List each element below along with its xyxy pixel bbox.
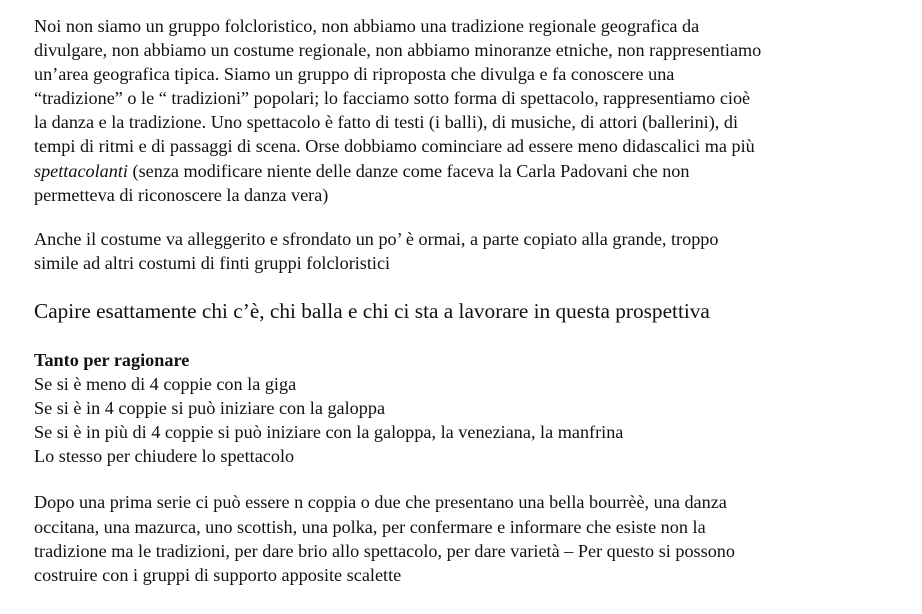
intro-line-5: la danza e la tradizione. Uno spettacolo è fatto di testi (i balli), di musiche, di attori (ballerini), di <box>34 112 739 133</box>
costume-paragraph <box>34 227 904 275</box>
closing-line-2: occitana, una mazurca, uno scottish, una polka, per confermare e informare che esiste non la <box>34 516 706 537</box>
document-page <box>34 14 904 587</box>
intro-line-1: Noi non siamo un gruppo folcloristico, non abbiamo una tradizione regionale geografica da <box>34 16 700 36</box>
intro-italic-word: spettacolanti <box>34 160 128 181</box>
costume-line-2: simile ad altri costumi di finti gruppi folcloristici <box>34 252 391 273</box>
reasoning-title: Tanto per ragionare <box>34 349 190 370</box>
section-heading <box>34 297 904 325</box>
closing-line-3: tradizione ma le tradizioni, per dare brio allo spettacolo, per dare varietà – Per questo si possono <box>34 540 735 561</box>
closing-line-4: costruire con i gruppi di supporto apposite scalette <box>34 564 402 585</box>
reasoning-line-2: Se si è in 4 coppie si può iniziare con la galoppa <box>34 398 386 419</box>
closing-line-1: Dopo una prima serie ci può essere n coppia o due che presentano una bella bourrèè, una danza <box>34 492 727 513</box>
intro-paragraph <box>34 14 904 207</box>
intro-line-4: “tradizione” o le “ tradizioni” popolari; lo facciamo sotto forma di spettacolo, rappresentiamo cioè <box>34 88 751 109</box>
intro-line-7 <box>34 159 904 183</box>
intro-line-2: divulgare, non abbiamo un costume regionale, non abbiamo minoranze etniche, non rappresentiamo <box>34 40 762 61</box>
heading-text: Capire esattamente chi c’è, chi balla e chi ci sta a lavorare in questa prospettiva <box>34 298 710 323</box>
reasoning-paragraph <box>34 348 904 468</box>
intro-line-6: tempi di ritmi e di passaggi di scena. Orse dobbiamo cominciare ad essere meno didascalici ma più <box>34 136 755 157</box>
closing-paragraph <box>34 490 904 586</box>
intro-line-8: permetteva di riconoscere la danza vera) <box>34 184 329 205</box>
intro-line-7-rest: (senza modificare niente delle danze come faceva la Carla Padovani che non <box>127 160 690 181</box>
reasoning-line-4: Lo stesso per chiudere lo spettacolo <box>34 446 295 467</box>
reasoning-line-1: Se si è meno di 4 coppie con la giga <box>34 374 297 395</box>
costume-line-1: Anche il costume va alleggerito e sfrondato un po’ è ormai, a parte copiato alla grande, troppo <box>34 228 719 249</box>
intro-line-3: un’area geografica tipica. Siamo un gruppo di riproposta che divulga e fa conoscere una <box>34 64 675 85</box>
reasoning-line-3: Se si è in più di 4 coppie si può iniziare con la galoppa, la veneziana, la manfrina <box>34 422 624 443</box>
